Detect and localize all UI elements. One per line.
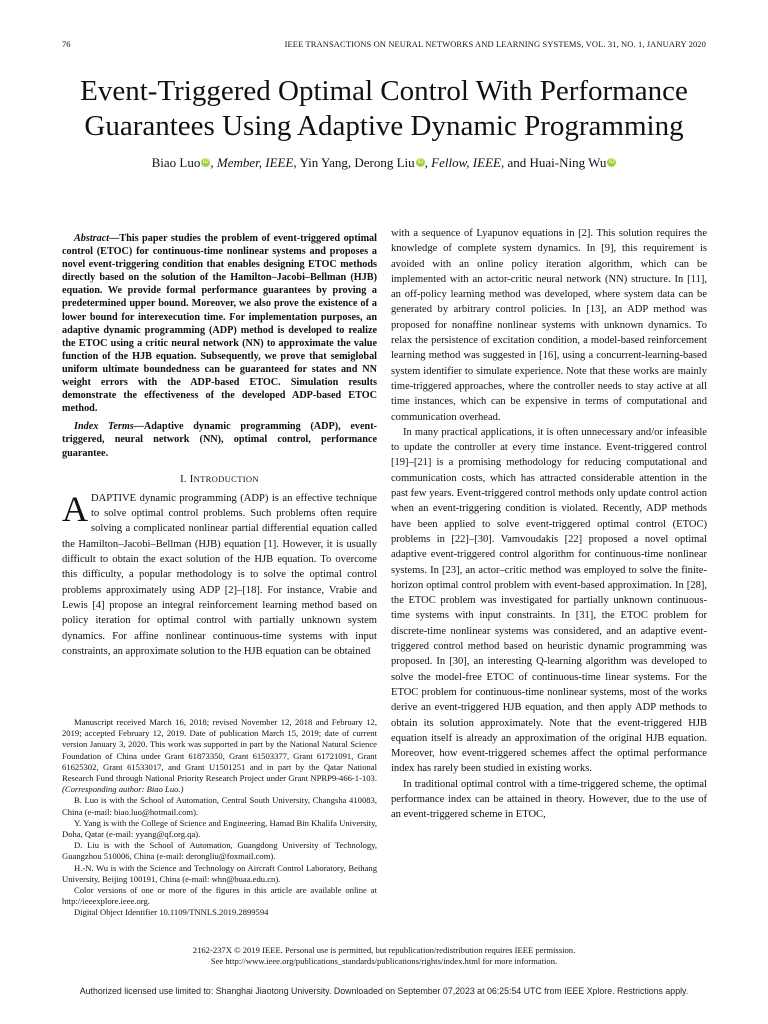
footnote-author-1: B. Luo is with the School of Automation, Central South University, Changsha 410083, China (e-mail: biao.luo@hotmail.com). <box>62 795 377 817</box>
footnote-color: Color versions of one or more of the figures in this article are available online at http://ieeexplore.ieee.org. <box>62 885 377 907</box>
index-terms-text: Adaptive dynamic programming (ADP), event-triggered, neural network (NN), optimal control, performance guarantee. <box>62 421 377 459</box>
footnote-author-4: H.-N. Wu is with the Science and Technology on Aircraft Control Laboratory, Beihang University, Beijing 100191, China (e-mail: whn@buaa.edu.cn). <box>62 862 377 884</box>
intro-text: DAPTIVE dynamic programming (ADP) is an effective technique to solve optimal control problems. Such problems often require solving a complicated nonlinear partial differential equation called the Hamilton–Jacobi–Bellman (HJB) equation [1]. However, it is usually difficult to obtain the exact solution of the HJB equation. To overcome this difficulty, a popular methodology is to solve the optimal control problems approximately using ADP [2]–[18]. For instance, Vrabie and Lewis [4] propose an integral reinforcement learning method based on policy iteration for optimal control with partially unknown system dynamics. For affine nonlinear continuous-time systems with input constraints, an approximate solution to the HJB equation can be obtained <box>62 492 377 657</box>
author-list: Biao Luo iD , Member, IEEE, Yin Yang, Derong Liu iD , Fellow, IEEE, and Huai-Ning Wu iD <box>151 155 615 170</box>
abstract <box>62 232 377 415</box>
title-line-2: Guarantees Using Adaptive Dynamic Programming <box>84 110 684 142</box>
running-head: IEEE TRANSACTIONS ON NEURAL NETWORKS AND LEARNING SYSTEMS, VOL. 31, NO. 1, JANUARY 2020 <box>284 39 706 49</box>
section-numeral: I. <box>180 473 187 485</box>
copyright-line-2: See http://www.ieee.org/publications_standards/publications/rights/index.html for more information. <box>210 956 558 966</box>
body-paragraph: In traditional optimal control with a time-triggered scheme, the optimal performance index can be attained in theory. However, due to the use of an event-triggered scheme in ETOC, <box>391 778 707 821</box>
body-paragraph: In many practical applications, it is often unnecessary and/or infeasible to update the controller at every time instance. Event-triggered control [19]–[21] is a promising methodology for reducing computational and communication costs, which has attracted considerable attention in the past few years. Event-triggered control methods only update control action when an event-triggering condition is violated. Recently, ADP methods have been applied to solve event-triggered optimal control (ETOC) problems in [22]–[30]. Vamvoudakis [22] proposed a novel optimal adaptive event-triggered control algorithm for continuous-time nonlinear systems. In [23], an actor–critic method was employed to solve the finite-horizon optimal control problem with event-based approximation. In [28], the ETOC problem was investigated for partially unknown continuous-time systems with input constraints. In [31], the ETOC problem for discrete-time nonlinear systems was considered, and an adaptive event-triggered control method based on heuristic dynamic programming was proposed. In [30], an interesting Q-learning algorithm was developed to solve the model-free ETOC of continuous-time linear systems. For the ETOC problem for continuous-time nonlinear systems, most of the works derive an event-triggered HJB equation, and then apply ADP methods to obtain its solution approximately. Note that the event-triggered HJB equation itself is already an approximation of the original HJB equation. Moreover, how event-triggered schemes affect the optimal performance index has rarely been studied in existing works. <box>391 426 707 775</box>
section-heading <box>62 472 377 487</box>
footnote-manuscript <box>62 717 377 795</box>
body-paragraph: with a sequence of Lyapunov equations in [2]. This solution requires the knowledge of complete system dynamics. In [9], this requirement is avoided with an online policy iteration algorithm, which can be implemented with an actor-critic neural network (NN) structure. In [11], an off-policy learning method was developed, where system data can be generated by arbitrary control policies. In [13], an ADP method was proposed for nonaffine nonlinear systems with unknown dynamics. To relax the persistence of excitation condition, a model-based reinforcement learning method was suggested in [16], using a concurrent-learning-based system identifier to simulate experience. Note that these works are mainly time-triggered approaches, where the controller needs to stay active at all time instances, which can be expensive in terms of computational and communication overhead. <box>391 228 707 423</box>
footnote-corresponding: (Corresponding author: Biao Luo.) <box>62 784 184 795</box>
abstract-text: This paper studies the problem of event-triggered optimal control (ETOC) for continuous-time nonlinear systems and proposes a novel event-triggering condition that enables designing ETOC methods directly based on the solution of the Hamilton–Jacobi–Bellman (HJB) equation. We provide formal performance guarantees by proving a predetermined upper bound. Moreover, we also prove the existence of a lower bound for interexecution time. For implementation purposes, an adaptive dynamic programming (ADP) method is developed to realize the ETOC using a critic neural network (NN) to approximate the value function of the HJB equation. Subsequently, we prove that semiglobal uniform ultimate boundedness can be guaranteed for states and NN weight errors with the ADP-based ETOC. Simulation results demonstrate the effectiveness of the developed ADP-based ETOC method. <box>62 233 377 415</box>
drop-cap: A <box>62 488 88 529</box>
author-name: Yin Yang <box>299 155 348 170</box>
footnote-author-2: Y. Yang is with the College of Science and Engineering, Hamad Bin Khalifa University, Doha, Qatar (e-mail: yyang@qf.org.qa). <box>62 817 377 840</box>
intro-paragraph <box>62 488 377 659</box>
index-terms <box>62 420 377 459</box>
orcid-icon[interactable]: iD <box>417 159 423 165</box>
title-line-1: Event-Triggered Optimal Control With Performance <box>80 75 688 107</box>
index-terms-label: Index Terms— <box>74 421 144 433</box>
author-affiliation: Fellow, IEEE <box>431 155 501 170</box>
footnote-author-3: D. Liu is with the School of Automation, Guangdong University of Technology, Guangzhou 510006, China (e-mail: derongliu@foxmail.com). <box>62 840 377 862</box>
author-name: Huai-Ning Wu <box>529 155 607 170</box>
right-column <box>391 226 707 823</box>
author-affiliation: Member, IEEE <box>216 155 294 170</box>
footnote-doi: Digital Object Identifier 10.1109/TNNLS.2019.2899594 <box>74 907 269 918</box>
author-name: Biao Luo <box>151 155 201 170</box>
section-heading-first: I <box>189 473 194 485</box>
orcid-icon[interactable]: iD <box>203 159 209 165</box>
orcid-icon[interactable]: iD <box>609 159 615 165</box>
footnotes <box>62 717 377 919</box>
section-heading-rest: NTRODUCTION <box>193 473 259 484</box>
author-conjunction: and <box>507 155 527 170</box>
left-column <box>62 232 377 659</box>
author-name: Derong Liu <box>354 155 415 170</box>
copyright-notice <box>62 945 706 967</box>
copyright-line-1: 2162-237X © 2019 IEEE. Personal use is permitted, but republication/redistribution requires IEEE permission. <box>192 945 576 955</box>
abstract-label: Abstract— <box>74 233 120 244</box>
paper-title <box>40 74 728 144</box>
page-number: 76 <box>62 39 71 49</box>
footnote-text: Manuscript received March 16, 2018; revised November 12, 2018 and February 12, 2019; accepted February 12, 2019. Date of publication March 15, 2019; date of current version January 3, 2020. This work was supported in part by the National Natural Science Foundation of China under Grant 61873350, Grant 61503377, Grant 61721091, Grant 61625302, Grant 61533017, and Grant U1501251 and in part by the Qatar National Research Fund through National Priority Research Project under Grant NPRP9-466-1-103. <box>62 717 377 784</box>
authorized-use-notice: Authorized licensed use limited to: Shanghai Jiaotong University. Downloaded on September 07,2023 at 06:25:54 UTC from IEEE Xplore. Restrictions apply. <box>79 986 689 996</box>
